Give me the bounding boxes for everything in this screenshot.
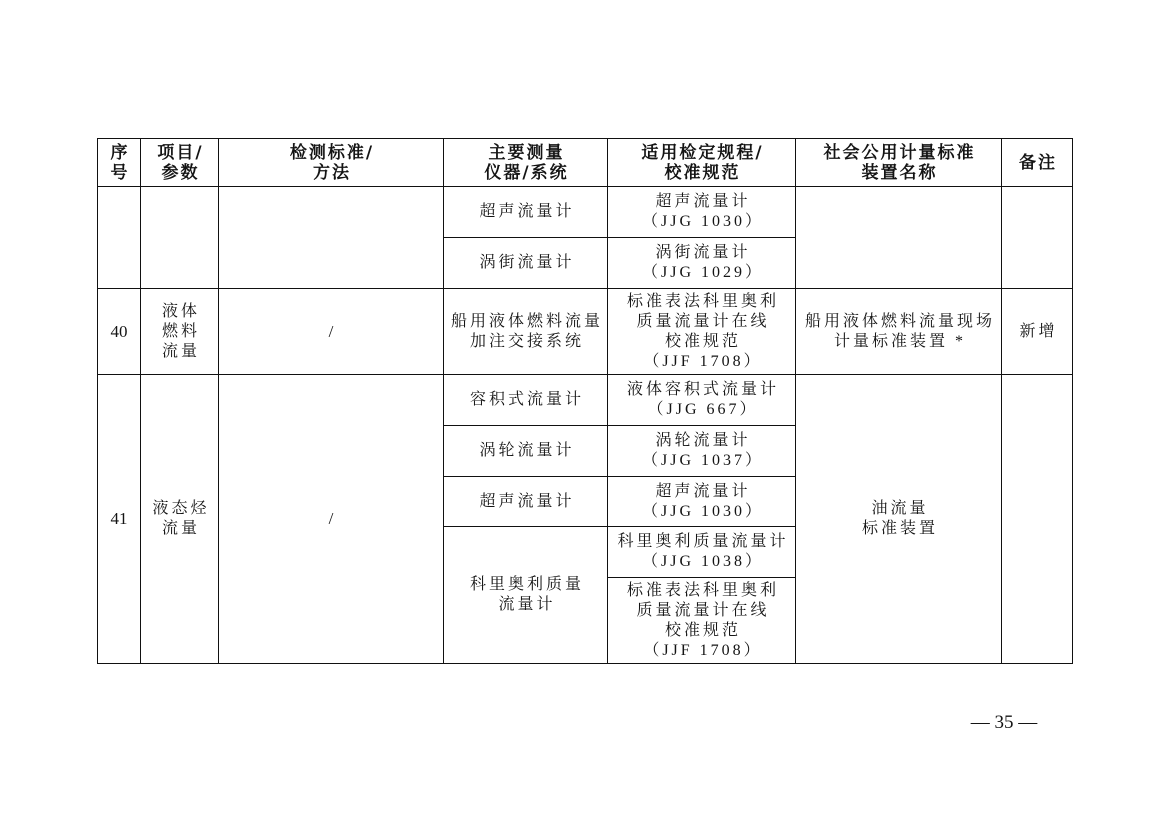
table-row bbox=[98, 375, 1073, 426]
cell-line: 超声流量计 bbox=[655, 482, 751, 500]
cell-remark bbox=[1002, 289, 1073, 375]
cell-regulation bbox=[608, 187, 796, 238]
cell-item bbox=[141, 187, 219, 289]
cell-instrument bbox=[444, 527, 608, 664]
cell-line: 燃料 bbox=[161, 322, 200, 340]
cell-line: （JJG 1037） bbox=[641, 452, 764, 469]
cell-standard bbox=[796, 289, 1002, 375]
header-instrument bbox=[444, 139, 608, 187]
header-remark bbox=[1002, 139, 1073, 187]
header-line: 项目/ bbox=[157, 142, 204, 163]
cell-line: 标准装置 bbox=[861, 520, 938, 537]
cell-line: 标准表法科里奥利 bbox=[626, 292, 779, 310]
cell-line: 容积式流量计 bbox=[469, 391, 584, 408]
cell-item bbox=[141, 289, 219, 375]
cell-line: 油流量 bbox=[871, 500, 929, 517]
table-header bbox=[98, 139, 1073, 187]
cell-line: 涡街流量计 bbox=[655, 244, 751, 261]
cell-line: 液体 bbox=[161, 302, 200, 320]
cell-line: 超声流量计 bbox=[479, 492, 575, 510]
cell-line: （JJG 1030） bbox=[641, 502, 764, 520]
cell-regulation bbox=[608, 289, 796, 375]
cell-regulation bbox=[608, 426, 796, 477]
cell-line: 科里奥利质量 bbox=[469, 576, 584, 593]
cell-line: 科里奥利质量流量计 bbox=[617, 533, 789, 550]
cell-remark bbox=[1002, 187, 1073, 289]
cell-line: 液态烃 bbox=[152, 500, 210, 517]
cell-line: 超声流量计 bbox=[479, 203, 575, 220]
cell-index bbox=[98, 375, 141, 664]
cell-line: （JJF 1708） bbox=[643, 641, 763, 659]
header-line: 社会公用计量标准 bbox=[823, 142, 976, 163]
cell-method bbox=[219, 289, 444, 375]
cell-instrument bbox=[444, 375, 608, 426]
header-line: 适用检定规程/ bbox=[641, 142, 764, 163]
cell-line: / bbox=[328, 509, 334, 528]
cell-index bbox=[98, 187, 141, 289]
cell-instrument bbox=[444, 289, 608, 375]
cell-line: 液体容积式流量计 bbox=[626, 381, 779, 398]
header-line: 检测标准/ bbox=[289, 142, 375, 163]
header-line: 方法 bbox=[313, 162, 351, 183]
header-method bbox=[219, 139, 444, 187]
header-standard bbox=[796, 139, 1002, 187]
cell-line: 超声流量计 bbox=[655, 193, 751, 210]
cell-line: 质量流量计在线 bbox=[636, 312, 770, 330]
header-regulation bbox=[608, 139, 796, 187]
table-header-row bbox=[98, 139, 1073, 187]
cell-regulation bbox=[608, 477, 796, 527]
header-line: 号 bbox=[110, 162, 130, 183]
cell-regulation bbox=[608, 527, 796, 578]
cell-line: 质量流量计在线 bbox=[636, 601, 770, 619]
cell-method bbox=[219, 375, 444, 664]
cell-line: 加注交接系统 bbox=[469, 332, 584, 350]
cell-item bbox=[141, 375, 219, 664]
cell-line: 涡轮流量计 bbox=[479, 442, 575, 459]
page-number: — 35 — bbox=[970, 712, 1038, 733]
header-line: 参数 bbox=[161, 162, 200, 183]
cell-instrument bbox=[444, 426, 608, 477]
cell-regulation bbox=[608, 578, 796, 664]
cell-regulation bbox=[608, 238, 796, 289]
cell-line: 涡轮流量计 bbox=[655, 432, 751, 449]
header-item bbox=[141, 139, 219, 187]
cell-instrument bbox=[444, 477, 608, 527]
table-row bbox=[98, 187, 1073, 238]
cell-line: （JJG 1038） bbox=[641, 553, 764, 570]
header-line: 仪器/系统 bbox=[484, 162, 569, 183]
cell-instrument bbox=[444, 187, 608, 238]
cell-line: 校准规范 bbox=[664, 332, 741, 350]
cell-instrument bbox=[444, 238, 608, 289]
header-index bbox=[98, 139, 141, 187]
cell-line: （JJG 1029） bbox=[641, 264, 764, 281]
cell-line: 标准表法科里奥利 bbox=[626, 581, 779, 599]
cell-remark bbox=[1002, 375, 1073, 664]
cell-line: 船用液体燃料流量 bbox=[450, 312, 603, 330]
cell-line: 涡街流量计 bbox=[479, 254, 575, 271]
cell-regulation bbox=[608, 375, 796, 426]
cell-line: / bbox=[328, 321, 334, 341]
cell-line: 新增 bbox=[1019, 322, 1058, 340]
cell-line: 校准规范 bbox=[664, 621, 741, 639]
cell-method bbox=[219, 187, 444, 289]
cell-line: 流量 bbox=[161, 342, 200, 360]
table-row bbox=[98, 289, 1073, 375]
cell-line: （JJG 667） bbox=[647, 401, 759, 418]
cell-line: （JJG 1030） bbox=[641, 213, 764, 230]
header-line: 序 bbox=[110, 142, 130, 163]
cell-line: 40 bbox=[110, 321, 128, 341]
header-line: 备注 bbox=[1019, 152, 1057, 173]
cell-line: （JJF 1708） bbox=[643, 352, 763, 370]
cell-standard bbox=[796, 187, 1002, 289]
cell-line: 流量计 bbox=[498, 596, 556, 613]
header-line: 主要测量 bbox=[488, 142, 565, 163]
header-line: 校准规范 bbox=[664, 162, 741, 183]
header-line: 装置名称 bbox=[861, 162, 938, 183]
cell-line: 计量标准装置 * bbox=[833, 332, 966, 350]
table-body bbox=[98, 187, 1073, 664]
cell-index bbox=[98, 289, 141, 375]
metrology-standards-table bbox=[97, 138, 1073, 664]
cell-line: 船用液体燃料流量现场 bbox=[804, 312, 995, 330]
cell-line: 流量 bbox=[161, 520, 200, 537]
cell-standard bbox=[796, 375, 1002, 664]
cell-line: 41 bbox=[110, 509, 128, 528]
